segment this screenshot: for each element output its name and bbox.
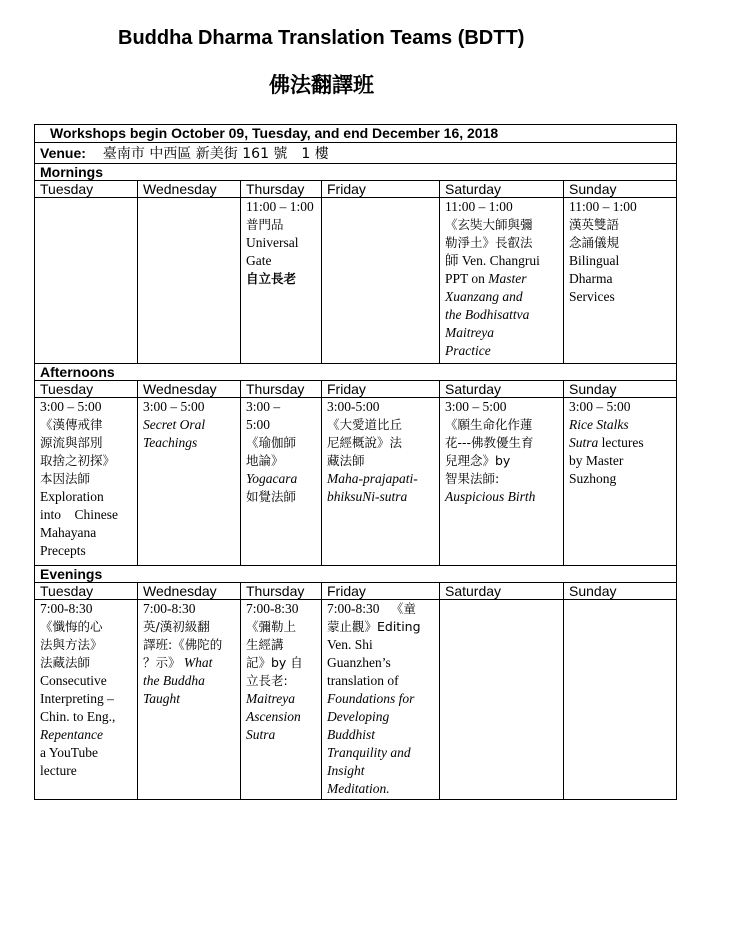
mornings-row: [35, 198, 677, 364]
session-title-italic: Foundations for: [327, 691, 415, 706]
session-title-italic: Yogacara: [246, 471, 298, 486]
session-time: 11:00 – 1:00: [246, 199, 314, 214]
session-title-cjk: 兒理念》by: [445, 453, 511, 468]
session-title-italic: Insight: [327, 763, 365, 778]
evening-sunday: [564, 600, 677, 800]
afternoons-row: [35, 398, 677, 566]
session-title-italic: Meditation.: [327, 781, 390, 796]
day-header-friday: Friday: [322, 181, 440, 198]
session-title-italic: Auspicious Birth: [445, 489, 536, 504]
session-time: 3:00 – 5:00: [143, 399, 205, 414]
venue-address: 臺南市 中西區 新美街 161 號 1 樓: [102, 146, 329, 162]
day-header-sunday: Sunday: [564, 583, 677, 600]
session-time: 3:00 – 5:00: [445, 399, 507, 414]
session-teacher: 如覺法師: [246, 489, 297, 504]
document-title: Buddha Dharma Translation Teams (BDTT): [118, 27, 525, 49]
day-header-wednesday: Wednesday: [138, 583, 241, 600]
session-title-cjk: ？示》: [143, 655, 181, 670]
session-title-cjk: 生經講: [246, 637, 284, 652]
session-title-cjk: 《瑜伽師: [246, 435, 297, 450]
session-title-cjk: 譯班:《佛陀的: [143, 637, 223, 652]
session-title-italic: Developing: [327, 709, 390, 724]
afternoon-friday: [322, 398, 440, 566]
section-row-afternoons: [35, 364, 677, 381]
session-title-cjk: 記》by 自: [246, 655, 303, 670]
day-header-saturday: Saturday: [440, 381, 564, 398]
session-teacher: 立長老:: [246, 673, 288, 688]
session-title-cjk: 蒙止觀》Editing: [327, 619, 421, 634]
session-title-italic: Rice Stalks: [569, 417, 629, 432]
afternoon-tuesday: [35, 398, 138, 566]
session-title: Gate: [246, 253, 272, 268]
day-header-tuesday: Tuesday: [35, 181, 138, 198]
day-header-friday: Friday: [322, 381, 440, 398]
session-title-italic: Secret Oral: [143, 417, 206, 432]
session-time: 3:00-5:00: [327, 399, 380, 414]
morning-thursday: [241, 198, 322, 364]
session-note: PPT on: [445, 271, 489, 286]
session-teacher: Suzhong: [569, 471, 617, 486]
session-title: Interpreting –: [40, 691, 114, 706]
morning-tuesday: [35, 198, 138, 364]
session-teacher: Guanzhen’s: [327, 655, 391, 670]
day-header-saturday: Saturday: [440, 181, 564, 198]
section-row-evenings: [35, 566, 677, 583]
session-title-cjk: 普門品: [246, 217, 284, 232]
day-header-thursday: Thursday: [241, 181, 322, 198]
section-afternoons: Afternoons: [35, 364, 677, 381]
day-header-row: [35, 181, 677, 198]
session-title: Consecutive: [40, 673, 107, 688]
day-header-wednesday: Wednesday: [138, 181, 241, 198]
session-title: lecture: [40, 763, 77, 778]
section-mornings: Mornings: [35, 164, 677, 181]
section-row-mornings: [35, 164, 677, 181]
session-teacher: 自立長老: [246, 271, 297, 286]
session-title: Precepts: [40, 543, 86, 558]
session-title-italic: bhiksuNi-sutra: [327, 489, 408, 504]
evening-wednesday: [138, 600, 241, 800]
session-title-cjk: 念誦儀規: [569, 235, 620, 250]
morning-saturday: [440, 198, 564, 364]
session-teacher: 藏法師: [327, 453, 365, 468]
session-title-cjk: 英/漢初級翻: [143, 619, 210, 634]
session-title: Exploration: [40, 489, 104, 504]
session-title-italic: What: [183, 655, 213, 670]
session-title-cjk: 法與方法》: [40, 637, 103, 652]
session-title-cjk: 《童: [390, 601, 416, 616]
session-title-italic: Practice: [445, 343, 491, 358]
session-title-cjk: 《玄奘大師與彌: [445, 217, 533, 232]
morning-wednesday: [138, 198, 241, 364]
session-time: 3:00 – 5:00: [569, 399, 631, 414]
evening-friday: [322, 600, 440, 800]
session-title: translation of: [327, 673, 399, 688]
day-header-sunday: Sunday: [564, 181, 677, 198]
session-time: 7:00-8:30: [246, 601, 299, 616]
session-time: 3:00 –: [246, 399, 281, 414]
morning-friday: [322, 198, 440, 364]
afternoon-wednesday: [138, 398, 241, 566]
session-time: 5:00: [246, 417, 271, 432]
session-title-cjk: 源流與部別: [40, 435, 103, 450]
day-header-sunday: Sunday: [564, 381, 677, 398]
evening-tuesday: [35, 600, 138, 800]
session-teacher: Ven. Shi: [327, 637, 373, 652]
venue-label: Venue:: [40, 145, 86, 161]
day-header-row: [35, 381, 677, 398]
session-teacher: by Master: [569, 453, 624, 468]
session-time: 11:00 – 1:00: [569, 199, 637, 214]
session-teacher: 法藏法師: [40, 655, 91, 670]
session-title: Bilingual: [569, 253, 620, 268]
session-title-italic: Sutra: [569, 435, 599, 450]
session-title-italic: Xuanzang and: [445, 289, 523, 304]
session-title-cjk: 地論》: [246, 453, 284, 468]
session-teacher: 師 Ven. Changrui: [445, 253, 540, 268]
session-title-cjk: 花---佛教優生育: [445, 435, 534, 450]
session-title-cjk: 《願生命化作蓮: [445, 417, 533, 432]
session-time: 7:00-8:30: [143, 601, 196, 616]
session-title-italic: the Bodhisattva: [445, 307, 530, 322]
session-title-cjk: 《彌勒上: [246, 619, 297, 634]
day-header-row: [35, 583, 677, 600]
session-title-italic: Repentance: [40, 727, 103, 742]
session-time: 11:00 – 1:00: [445, 199, 513, 214]
session-title-cjk: 漢英雙語: [569, 217, 620, 232]
session-title-italic: Master: [488, 271, 527, 286]
evenings-row: [35, 600, 677, 800]
day-header-saturday: Saturday: [440, 583, 564, 600]
session-title-italic: Maitreya: [246, 691, 295, 706]
session-title-cjk: 《大愛道比丘: [327, 417, 403, 432]
session-title-cjk: 勒淨土》長叡法: [445, 235, 533, 250]
session-title: Universal: [246, 235, 299, 250]
session-title: into Chinese: [40, 507, 118, 522]
session-teacher: 智果法師:: [445, 471, 500, 486]
session-title-italic: Sutra: [246, 727, 276, 742]
day-header-wednesday: Wednesday: [138, 381, 241, 398]
evening-thursday: [241, 600, 322, 800]
day-header-friday: Friday: [322, 583, 440, 600]
venue-cell: [35, 143, 677, 164]
day-header-thursday: Thursday: [241, 381, 322, 398]
session-title: Services: [569, 289, 615, 304]
session-title-italic: the Buddha: [143, 673, 205, 688]
session-time: 7:00-8:30: [40, 601, 93, 616]
session-teacher: 本因法師: [40, 471, 91, 486]
afternoon-thursday: [241, 398, 322, 566]
evening-saturday: [440, 600, 564, 800]
day-header-tuesday: Tuesday: [35, 583, 138, 600]
session-title-italic: Maitreya: [445, 325, 494, 340]
session-title-cjk: 尼經概說》法: [327, 435, 403, 450]
session-title: Chin. to Eng.,: [40, 709, 116, 724]
schedule-table: [34, 124, 677, 800]
section-evenings: Evenings: [35, 566, 677, 583]
session-time: 7:00-8:30: [327, 601, 380, 616]
session-title-cjk: 《漢傳戒律: [40, 417, 103, 432]
morning-sunday: [564, 198, 677, 364]
day-header-tuesday: Tuesday: [35, 381, 138, 398]
session-title-cjk: 《懺悔的心: [40, 619, 103, 634]
session-title-italic: Teachings: [143, 435, 198, 450]
session-title-italic: Buddhist: [327, 727, 376, 742]
afternoon-sunday: [564, 398, 677, 566]
venue-row: [35, 143, 677, 164]
session-title-italic: Maha-prajapati-: [327, 471, 418, 486]
session-time: 3:00 – 5:00: [40, 399, 102, 414]
session-title-italic: Ascension: [246, 709, 301, 724]
day-header-thursday: Thursday: [241, 583, 322, 600]
session-title: lectures: [598, 435, 644, 450]
workshops-row: [35, 125, 677, 143]
document-subtitle: 佛法翻譯班: [269, 72, 374, 97]
afternoon-saturday: [440, 398, 564, 566]
session-title-italic: Tranquility and: [327, 745, 411, 760]
session-title: Mahayana: [40, 525, 97, 540]
session-title: a YouTube: [40, 745, 99, 760]
session-title-italic: Taught: [143, 691, 181, 706]
session-title: Dharma: [569, 271, 613, 286]
workshops-dates: Workshops begin October 09, Tuesday, and end December 16, 2018: [35, 125, 677, 143]
session-title-cjk: 取捨之初探》: [40, 453, 116, 468]
